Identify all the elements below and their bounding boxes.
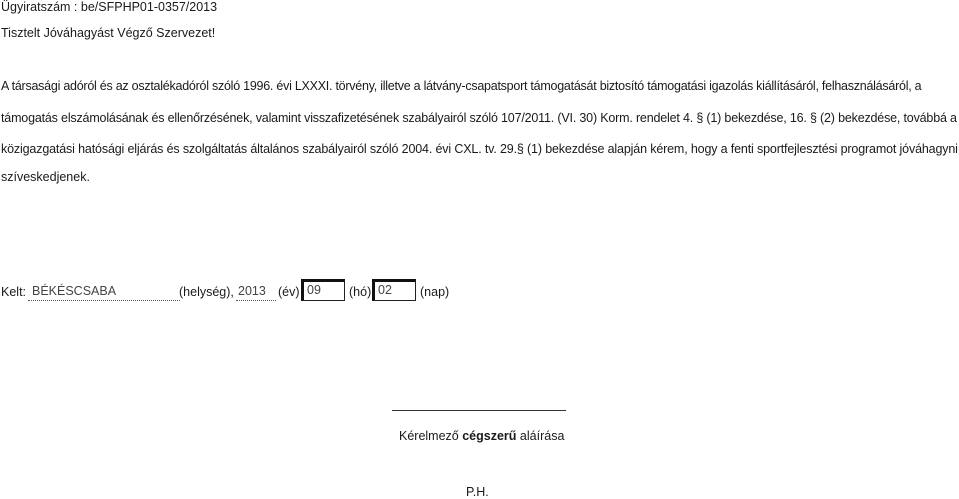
signature-caption-suffix: aláírása	[519, 429, 565, 443]
day-suffix: (nap)	[420, 285, 450, 299]
place-suffix: (helység),	[179, 285, 234, 299]
day-field[interactable]: 02	[372, 279, 416, 301]
paragraph-line: szíveskedjenek.	[1, 170, 90, 184]
request-paragraph	[1, 0, 956, 190]
place-field[interactable]: BÉKÉSCSABA	[28, 284, 180, 301]
paragraph-line: közigazgatási hatósági eljárás és szolgáltatás általános szabályairól szóló 2004. évi CXL. tv. 29.§ (1) bekezdése alapján kérem, hogy a fenti sportfejlesztési programot jóváhagyni	[1, 142, 958, 156]
signature-caption	[399, 429, 564, 443]
file-number: Ügyiratszám : be/SFPHP01-0357/2013	[1, 0, 218, 14]
salutation: Tisztelt Jóváhagyást Végző Szervezet!	[1, 26, 216, 40]
month-suffix: (hó)	[349, 285, 372, 299]
place-label: Kelt:	[1, 285, 27, 299]
year-field[interactable]: 2013	[236, 284, 276, 301]
paragraph-line: A társasági adóról és az osztalékadóról szóló 1996. évi LXXXI. törvény, illetve a látvány-csapatsport támogatását biztosító támogatási igazolás kiállításáról, felhasználásáról, a	[1, 79, 922, 93]
signature-caption-prefix: Kérelmező	[399, 429, 459, 443]
signature-line	[392, 410, 566, 411]
stamp-placeholder: P.H.	[466, 485, 489, 499]
month-field[interactable]: 09	[301, 279, 345, 301]
year-suffix: (év)	[278, 285, 300, 299]
paragraph-line: támogatás elszámolásának és ellenőrzésének, valamint visszafizetésének szabályairól szóló 107/2011. (VI. 30) Korm. rendelet 4. § (1) bekezdése, 16. § (2) bekezdése, továbbá a	[1, 111, 957, 125]
signature-caption-bold: cégszerű	[462, 429, 517, 443]
